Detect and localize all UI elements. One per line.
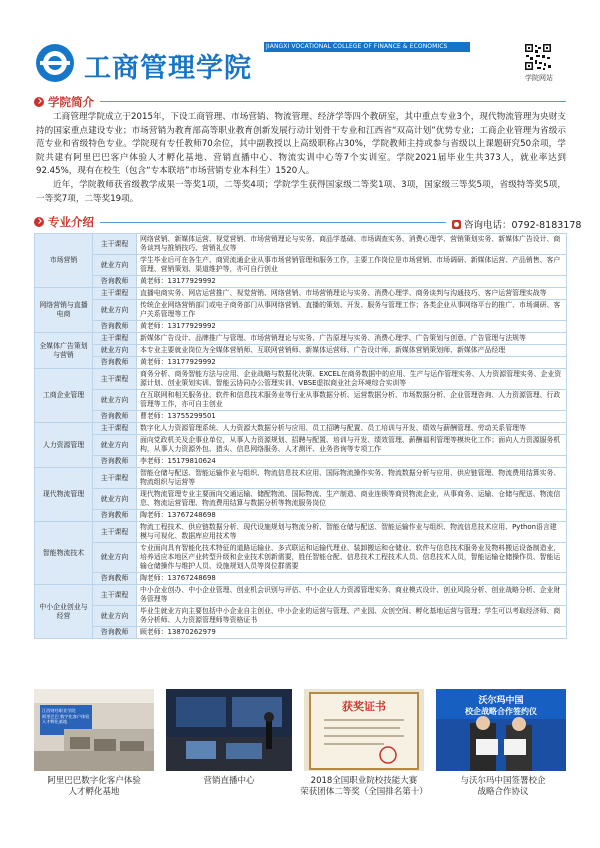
row-category: 就业方向 (93, 255, 137, 276)
page-header (0, 0, 600, 100)
table-row (35, 627, 567, 639)
english-college-name: JIANGXI VOCATIONAL COLLEGE OF FINANCE & ECONOMICS (266, 43, 448, 50)
table-row (35, 288, 567, 300)
table-row (35, 369, 567, 390)
consult-phone: 咨询电话：0792-8183178 (452, 217, 581, 231)
row-category: 咨询教师 (93, 321, 137, 333)
row-content: 新媒体广告设计、品牌推广与管理、市场营销理论与实务、广告原理与实务、消费心理学、广告策划与创意、广告管理与法规等 (137, 333, 567, 345)
table-row (35, 333, 567, 345)
row-content: 智能仓储与配送、智能运输作业与组织、物流信息技术应用、国际物流操作实务、物流数据分析与应用、供应链管理、物流费用结算实务、物流组织与运营等 (137, 468, 567, 489)
table-row (35, 543, 567, 573)
caption-alibaba: 阿里巴巴数字化客户体验 人才孵化基地 (47, 776, 141, 797)
table-row (35, 606, 567, 627)
table-row (35, 357, 567, 369)
alibaba-base-image (34, 689, 154, 771)
college-logo-icon (36, 44, 74, 82)
row-content: 专业面向具有智能化技术特征的道路运输业、多式联运和运输代理业、装卸搬运和仓储业、软件与信息技术服务业及物料搬运设备制造业，培养适应本地区产业转型升级和企业技术创新需要，胜任智能仓配、信息技术工程技术人员、信息技术人员，智能运输仓储操作员、智能运输仓储操作与维护人员、设施规划人员等岗位群需要 (137, 543, 567, 573)
table-row (35, 585, 567, 606)
row-category: 就业方向 (93, 300, 137, 321)
majors-divider (100, 222, 446, 223)
intro-divider (100, 101, 566, 102)
table-row (35, 234, 567, 255)
row-content: 黄老师：13177929992 (137, 321, 567, 333)
phone-icon (452, 220, 461, 229)
qr-code-label: 学院网站 (525, 74, 553, 82)
caption-live-studio: 营销直播中心 (203, 776, 255, 786)
majors-table (34, 233, 567, 639)
major-name: 全媒体广告策划与营销 (35, 333, 93, 369)
major-name: 市场营销 (35, 234, 93, 288)
major-name: 网络营销与直播电商 (35, 288, 93, 333)
major-name: 人力资源管理 (35, 423, 93, 468)
row-category: 咨询教师 (93, 573, 137, 585)
intro-paragraph: 工商管理学院成立于2015年，下设工商管理、市场营销、物流管理、经济学等四个教研室，其中重点专业3个，现代物流管理为央财支持的国家重点建设专业；市场营销为教育部高等职业教育创新发展行动计划骨干专业和江西省“双高计划”优势专业；工商企业管理为省级示范专业和省级特色专业。学院现有专任教师70余位，其中副教授以上高级职称占30%，学院教师主持或参与省级以上课题研究50余项，学院共建有阿里巴巴客户体验人才孵化基地、营销直播中心、物流实训中心等7个实训室。学院2021届毕业生共373人，就业率达到92.45%，现有在校生（包含“专本联培”市场营销专业本科生）1520人。 (36, 112, 566, 177)
qr-code-icon[interactable] (524, 43, 552, 71)
table-row (35, 573, 567, 585)
row-content: 网络营销、新媒体运营、视觉营销、市场营销理论与实务、商品学基础、市场调查实务、消费心理学、营销策划实务、新媒体广告设计、商务谈判与推销技巧、营销礼仪等 (137, 234, 567, 255)
row-content: 物流工程技术、供应链数据分析、现代设施规划与物流分析、智能仓储与配送、智能运输作业与组织、物流信息技术应用、Python语言建模与可视化、数据库应用技术等 (137, 522, 567, 543)
row-content: 在互联网和相关服务业、软件和信息技术服务业等行业从事数据分析、运营数据分析、市场数据分析、企业管理咨询、人力资源管理、行政管理等工作，亦可自主创业 (137, 390, 567, 411)
row-content: 曹老师：13755299501 (137, 411, 567, 423)
photo-live-studio (166, 689, 292, 771)
row-category: 咨询教师 (93, 411, 137, 423)
row-category: 主干课程 (93, 522, 137, 543)
alibaba-sign-text: 江西财经职业学院 阿里巴巴 数字化客户体验人才孵化基地 (42, 708, 90, 724)
row-content: 商务分析、商务智能方法与应用、企业战略与数据化决策、EXCEL在商务数据中的应用、生产与运作管理实务、人力资源管理实务、企业资源计划、创业策划实训、智能云协同办公管理实训、VBSE虚拟商业社会环境综合实训等 (137, 369, 567, 390)
row-content: 毕业生就业方向主要包括中小企业自主创业、中小企业的运营与管理、产业园、众创空间、孵化基地运营与管理；学生可以考取经济师、商务分析师、人力资源管理师等资格证书 (137, 606, 567, 627)
photo-walmart-signing (436, 689, 566, 771)
row-content: 直播电商实务、网店运营推广、视觉营销、网络营销、市场营销理论与实务、消费心理学、商务谈判与沟通技巧、客户运营管理实战等 (137, 288, 567, 300)
table-row (35, 276, 567, 288)
major-name: 中小企业创业与经营 (35, 585, 93, 639)
caption-award: 2018全国职业院校技能大赛 荣获团体二等奖（全国排名第十） (300, 776, 428, 797)
row-content: 黄老师：13177929992 (137, 357, 567, 369)
caption-walmart: 与沃尔玛中国签署校企 战略合作协议 (460, 776, 546, 797)
row-content: 学生毕业后可在各生产、商贸流通企业从事市场营销管理和服务工作，主要工作岗位是市场营销、市场调研、新媒体运营、产品销售、客户管理、营销策划、渠道维护等，亦可自行创业 (137, 255, 567, 276)
row-category: 主干课程 (93, 333, 137, 345)
row-category: 咨询教师 (93, 627, 137, 639)
row-category: 主干课程 (93, 234, 137, 255)
majors-heading: 专业介绍 (34, 214, 94, 230)
walmart-banner-line2: 校企战略合作签约仪 (465, 707, 537, 716)
row-category: 咨询教师 (93, 456, 137, 468)
live-studio-image (166, 689, 292, 771)
certificate-title: 获奖证书 (342, 700, 386, 713)
table-row (35, 522, 567, 543)
walmart-banner-line1: 沃尔玛中国 (478, 696, 524, 706)
row-content: 中小企业创办、中小企业管理、创业机会识别与评估、中小企业人力资源管理实务、商业模式设计、创业风险分析、创业战略分析、企业财务管理等 (137, 585, 567, 606)
table-row (35, 255, 567, 276)
row-category: 主干课程 (93, 369, 137, 390)
intro-heading: 学院简介 (34, 94, 94, 110)
major-name: 工商企业管理 (35, 369, 93, 423)
table-row (35, 423, 567, 435)
row-category: 主干课程 (93, 585, 137, 606)
row-content: 面向党政机关及企事业单位，从事人力资源规划、招聘与配置、培训与开发、绩效管理、薪酬福利管理等模块化工作；面向人力资源服务机构，从事人力资源外包、猎头、信息网络服务、人才测评、业务咨询等专项工作 (137, 435, 567, 456)
table-row (35, 321, 567, 333)
row-category: 就业方向 (93, 345, 137, 357)
major-name: 智能物流技术 (35, 522, 93, 585)
major-name: 现代物流管理 (35, 468, 93, 522)
row-content: 黄老师：13177929992 (137, 276, 567, 288)
row-category: 就业方向 (93, 606, 137, 627)
photo-alibaba-base (34, 689, 154, 771)
row-category: 主干课程 (93, 468, 137, 489)
row-category: 就业方向 (93, 543, 137, 573)
row-content: 现代物流管理专业主要面向交通运输、储配物流、国际物流、生产制造、商业连锁等商贸物流企业，从事商务、运输、仓储与配送、物流信息、物流运营管理、物流费用结算与数据分析等物流服务岗位 (137, 489, 567, 510)
arrow-bullet-icon (34, 217, 44, 227)
intro-paragraph: 近年，学院教师获省级教学成果一等奖1项，二等奖4项；学院学生获得国家级二等奖1项、3项，国家级三等奖5项，省级特等奖5项，一等奖7项，二等奖19项。 (36, 179, 566, 204)
row-content: 顾老师：13870262979 (137, 627, 567, 639)
table-row (35, 489, 567, 510)
college-title: 工商管理学院 (84, 53, 252, 84)
row-category: 主干课程 (93, 423, 137, 435)
row-content: 本专业主要就业岗位为全媒体营销师、互联网营销师、新媒体运营师、广告设计师、新媒体营销策划师、新媒体产品经理 (137, 345, 567, 357)
arrow-bullet-icon (34, 97, 44, 107)
row-content: 陶老师：13767248698 (137, 573, 567, 585)
table-row (35, 435, 567, 456)
row-category: 咨询教师 (93, 276, 137, 288)
table-row (35, 345, 567, 357)
table-row (35, 300, 567, 321)
row-content: 传统企业网络营销部门或电子商务部门从事网络营销、直播的策划、开发、服务与管理工作；各类企业从事网络平台的推广、市场调研、客户关系管理等工作 (137, 300, 567, 321)
row-category: 咨询教师 (93, 357, 137, 369)
table-row (35, 390, 567, 411)
row-content: 数字化人力资源管理系统、人力资源大数据分析与应用、员工招聘与配置、员工培训与开发、绩效与薪酬管理、劳动关系管理等 (137, 423, 567, 435)
photo-award-certificate (304, 689, 424, 771)
row-content: 陶老师：13767248698 (137, 510, 567, 522)
row-category: 咨询教师 (93, 510, 137, 522)
row-content: 李老师：15179810624 (137, 456, 567, 468)
table-row (35, 456, 567, 468)
table-row (35, 411, 567, 423)
table-row (35, 510, 567, 522)
intro-text (36, 111, 566, 206)
row-category: 就业方向 (93, 390, 137, 411)
table-row (35, 468, 567, 489)
row-category: 就业方向 (93, 435, 137, 456)
row-category: 主干课程 (93, 288, 137, 300)
row-category: 就业方向 (93, 489, 137, 510)
